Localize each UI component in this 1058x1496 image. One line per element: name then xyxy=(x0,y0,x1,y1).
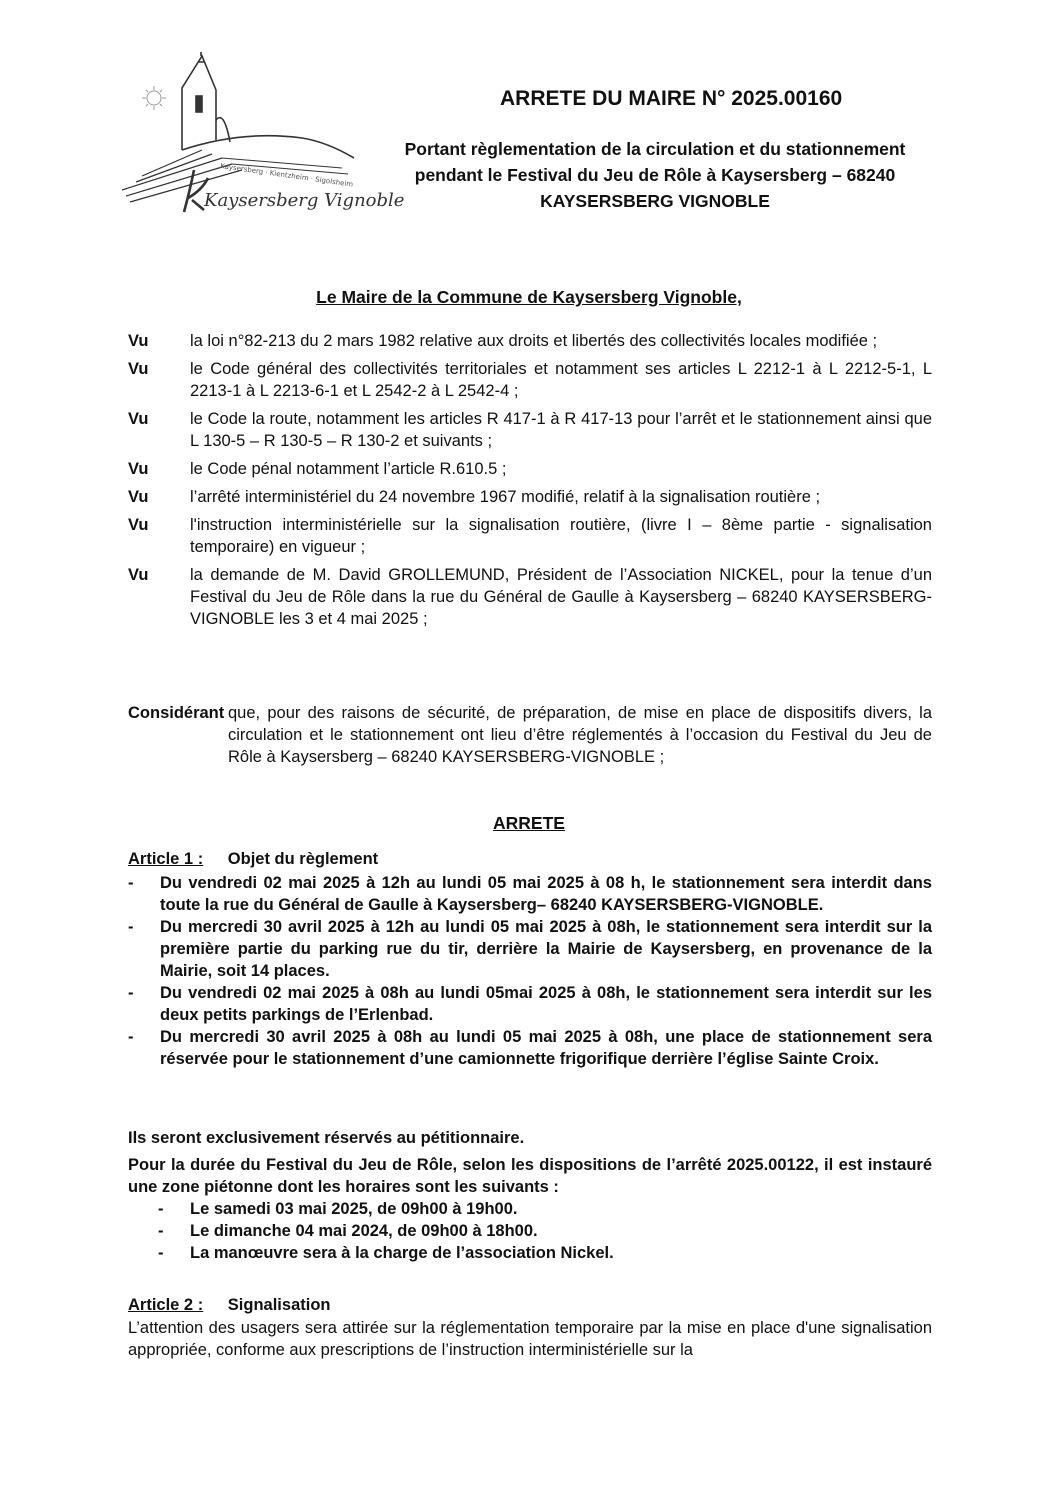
vu-text: le Code général des collectivités territoriales et notamment ses articles L 2212-1 à L 2212-5-1, L 2213-1 à L 2213-6-1 et L 2542-2 à L 2542-4 ; xyxy=(190,360,932,400)
bullet-dash: - xyxy=(158,1222,164,1240)
vu-label: Vu xyxy=(128,410,149,428)
article-1-heading xyxy=(128,848,378,870)
vu-text: la loi n°82-213 du 2 mars 1982 relative aux droits et libertés des collectivités locales modifiée ; xyxy=(190,332,878,350)
pedestrian-zone-intro: Pour la durée du Festival du Jeu de Rôle, selon les dispositions de l’arrêté 2025.00122, il est instauré une zone piétonne dont les horaires sont les suivants : xyxy=(128,1156,932,1196)
considerant-label: Considérant xyxy=(128,704,225,722)
bullet-text: Du mercredi 30 avril 2025 à 12h au lundi 05 mai 2025 à 08h, le stationnement sera interdit sur la première partie du parking rue du tir, derrière la Mairie de Kaysersberg, en provenance de la Mairie, soit 14 places. xyxy=(160,918,932,980)
article-title: Objet du règlement xyxy=(227,850,379,868)
vu-label: Vu xyxy=(128,360,149,378)
vu-text: la demande de M. David GROLLEMUND, Président de l’Association NICKEL, pour la tenue d’un Festival du Jeu de Rôle dans la rue du Général de Gaulle à Kaysersberg – 68240 KAYSERSBERG-VIGNOBLE les 3 et 4 mai 2025 ; xyxy=(190,566,932,628)
subtitle-line: pendant le Festival du Jeu de Rôle à Kaysersberg – 68240 xyxy=(414,165,896,185)
vu-item xyxy=(128,330,932,352)
bullet-dash: - xyxy=(128,874,134,892)
vu-text: le Code la route, notamment les articles R 417-1 à R 417-13 pour l’arrêt et le stationnement ainsi que L 130-5 – R 130-5 – R 130-2 et suivants ; xyxy=(190,410,932,450)
zone-item-text: Le dimanche 04 mai 2024, de 09h00 à 18h00. xyxy=(190,1222,538,1240)
bullet-dash: - xyxy=(128,984,134,1002)
article-2-heading xyxy=(128,1294,330,1316)
reserved-note: Ils seront exclusivement réservés au pétitionnaire. xyxy=(128,1129,525,1147)
vu-text: le Code pénal notamment l’article R.610.5 ; xyxy=(190,460,507,478)
list-item xyxy=(128,982,932,1026)
vu-text: l'instruction interministérielle sur la signalisation routière, (livre I – 8ème partie - signalisation temporaire) en vigueur ; xyxy=(190,516,932,556)
bullet-text: Du vendredi 02 mai 2025 à 12h au lundi 05 mai 2025 à 08 h, le stationnement sera interdit dans toute la rue du Général de Gaulle à Kaysersberg– 68240 KAYSERSBERG-VIGNOBLE. xyxy=(160,874,932,914)
church-vineyard-logo-icon xyxy=(112,50,405,220)
subtitle-line: Portant règlementation de la circulation et du stationnement xyxy=(404,139,906,159)
bullet-dash: - xyxy=(158,1244,164,1262)
vu-label: Vu xyxy=(128,516,149,534)
vu-item xyxy=(128,458,932,480)
considerant-text: que, pour des raisons de sécurité, de préparation, de mise en place de dispositifs divers, la circulation et le stationnement ont lieu d’être réglementés à l’occasion du Festival du Jeu de Rôle à Kaysersberg – 68240 KAYSERSBERG-VIGNOBLE ; xyxy=(228,704,932,766)
vu-item xyxy=(128,564,932,630)
mayor-heading: Le Maire de la Commune de Kaysersberg Vignoble, xyxy=(316,287,742,307)
logo-communes-text: Kaysersberg · Kientzheim · Sigolsheim xyxy=(219,162,354,189)
subtitle-line: KAYSERSBERG VIGNOBLE xyxy=(540,191,770,211)
vu-label: Vu xyxy=(128,488,149,506)
decree-title: ARRETE DU MAIRE N° 2025.00160 xyxy=(500,87,843,110)
article-number: Article 1 : xyxy=(128,850,204,868)
vu-label: Vu xyxy=(128,566,149,584)
article-number: Article 2 : xyxy=(128,1296,204,1314)
article-1-bullets xyxy=(128,872,932,1070)
vu-item xyxy=(128,358,932,402)
vu-text: l’arrêté interministériel du 24 novembre 1967 modifié, relatif à la signalisation routière ; xyxy=(190,488,821,506)
list-item xyxy=(128,916,932,982)
article-2-text: L’attention des usagers sera attirée sur la réglementation temporaire par la mise en place d'une signalisation appropriée, conforme aux prescriptions de l’instruction interministérielle sur la xyxy=(128,1319,932,1359)
zone-item-text: La manœuvre sera à la charge de l’association Nickel. xyxy=(190,1244,614,1262)
decree-subtitle xyxy=(380,136,930,214)
vu-list xyxy=(128,330,932,636)
bullet-dash: - xyxy=(158,1200,164,1218)
bullet-text: Du vendredi 02 mai 2025 à 08h au lundi 05mai 2025 à 08h, le stationnement sera interdit sur les deux petits parkings de l’Erlenbad. xyxy=(160,984,932,1024)
zone-item-text: Le samedi 03 mai 2025, de 09h00 à 19h00. xyxy=(190,1200,518,1218)
vu-item xyxy=(128,514,932,558)
logo-name-text: Kaysersberg Vignoble xyxy=(204,190,405,211)
list-item xyxy=(158,1242,858,1264)
considerant-block xyxy=(128,702,932,768)
bullet-text: Du mercredi 30 avril 2025 à 08h au lundi 05 mai 2025 à 08h, une place de stationnement sera réservée pour le stationnement d’une camionnette frigorifique derrière l’église Sainte Croix. xyxy=(160,1028,932,1068)
list-item xyxy=(128,872,932,916)
vu-item xyxy=(128,486,932,508)
list-item xyxy=(158,1198,858,1220)
list-item xyxy=(158,1220,858,1242)
pedestrian-zone-list xyxy=(158,1198,858,1264)
arrete-heading: ARRETE xyxy=(493,813,565,833)
article-title: Signalisation xyxy=(227,1296,331,1314)
bullet-dash: - xyxy=(128,1028,134,1046)
municipal-logo xyxy=(112,50,405,220)
vu-item xyxy=(128,408,932,452)
vu-label: Vu xyxy=(128,460,149,478)
list-item xyxy=(128,1026,932,1070)
bullet-dash: - xyxy=(128,918,134,936)
vu-label: Vu xyxy=(128,332,149,350)
